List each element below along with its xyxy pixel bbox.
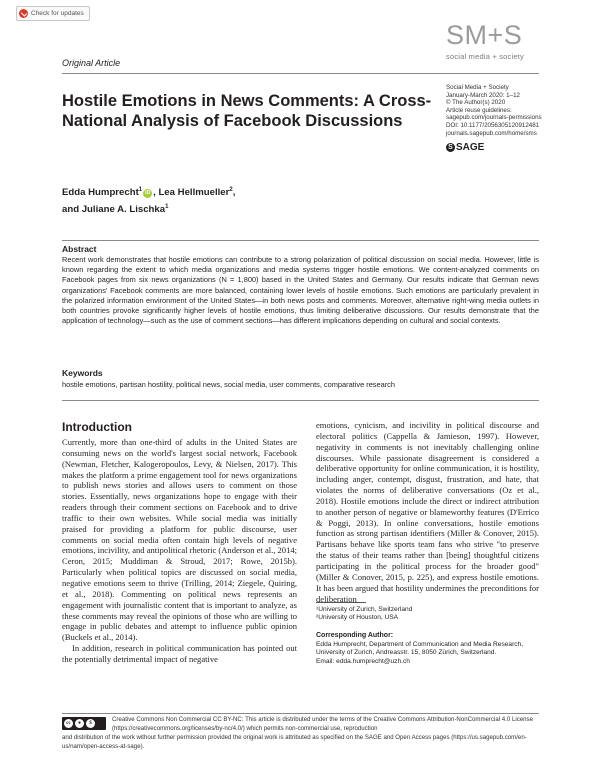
pub-info-line: © The Author(s) 2020 (446, 99, 506, 107)
footer-divider (62, 713, 539, 714)
article-title: Hostile Emotions in News Comments: A Cross-National Analysis of Facebook Discussions (62, 92, 432, 130)
corresponding-author-heading: Corresponding Author: (316, 632, 394, 639)
section-heading: Introduction (62, 420, 132, 434)
creative-commons-icon[interactable] (62, 717, 106, 730)
author-list: Edda Humprecht$^1$iD , Lea Hellmueller$^2$, and Juliane A. Lischka$^1$ (62, 187, 236, 216)
author-name: , Lea Hellmueller (153, 187, 230, 199)
header-divider (62, 73, 539, 74)
affiliation-mark: 2 (229, 187, 233, 193)
publisher-name: SAGE (456, 142, 485, 153)
doi-link[interactable]: DOI: 10.1177/2056305120912481 (446, 121, 540, 129)
corresponding-line: Edda Humprecht, Department of Communication and Media Research, (316, 641, 524, 648)
by-icon: ● (75, 719, 84, 728)
corresponding-line: University of Zurich, Andreasstr. 15, 8050 Zürich, Switzerland. (316, 649, 497, 657)
affiliation-mark: 1 (138, 187, 143, 193)
keywords-heading: Keywords (62, 368, 103, 378)
corresponding-email[interactable]: Email: edda.humprecht@uzh.ch (316, 657, 410, 665)
check-for-updates-label: Check for updates (31, 10, 84, 17)
affiliation: ²University of Houston, USA (316, 614, 399, 622)
body-column-left (62, 437, 297, 665)
affiliations (316, 606, 539, 623)
affiliation-mark: 1 (165, 204, 169, 211)
keywords-divider (62, 400, 539, 401)
license-text-continued: and distribution of the work without further permission provided the original work is attributed as specified on the SAGE and Open Access pages (https://us.sagepub.com/en-us/nam/open-access-at-sage). (62, 734, 527, 750)
journal-logo-subtitle: social media + society (446, 52, 524, 61)
pub-info-line[interactable]: Article reuse guidelines: (446, 106, 512, 114)
author-name: Edda Humprecht (62, 187, 139, 199)
abstract-heading: Abstract (62, 244, 97, 254)
affiliation: ¹University of Zurich, Switzerland (316, 606, 413, 613)
publisher-logo (446, 142, 484, 153)
body-paragraph: Currently, more than one-third of adults in the United States are consuming news on the world's largest social network, Facebook (Newman, Fletcher, Kalogeropoulos, Levy, & Nielsen, 2017). This makes the platform a prime engagement tool for news organizations to publish news stories and allows users to comment on those stories. Essentially, news organizations hope to engage with their readers through their comment sections on Facebook and to drive traffic to their own websites. While social media was initially praised for providing a platform for public discourse, user comments on social media often contain high levels of negative emotions, incivility, and antipolitical rhetoric (Anderson et al., 2014; Ceron, 2015; Muddiman & Stroud, 2017; Rowe, 2015b). Particularly when political topics are discussed on social media, negative emotions seem to thrive (Trilling, 2014; Ziegele, Quiring, et al., 2018). Commenting on political news represents an engagement with journalistic content that is important to analyze, as these comments may reveal the opinions of those who are willing to engage in public debates and attempt to influence public opinion (Buckels et al., 2014). (62, 437, 297, 643)
sage-icon: S (446, 143, 455, 152)
check-icon (19, 9, 28, 18)
check-for-updates-button[interactable] (16, 6, 90, 21)
publication-info (446, 84, 556, 137)
body-paragraph: In addition, research in political communication has pointed out the potentially detrimental impact of negative (62, 643, 297, 664)
pub-info-line: January-March 2020: 1–12 (446, 91, 520, 99)
footnote-divider (316, 602, 366, 603)
journal-logo: SM+S (446, 20, 523, 50)
license-text: Creative Commons Non Commercial CC BY-NC: This article is distributed under the terms of the Creative Commons Attribution-NonCommercial 4.0 License (https://creativecommons.org/licenses/by-nc/4.0/) which permits non-commercial use, reproduction (112, 716, 533, 732)
pub-info-line: Social Media + Society (446, 84, 509, 91)
journal-link[interactable]: journals.sagepub.com/home/sms (446, 129, 537, 137)
keywords-text: hostile emotions, partisan hostility, political news, social media, user comments, comparative research (62, 380, 395, 389)
abstract-divider (62, 240, 539, 241)
author-name: and Juliane A. Lischka (62, 204, 166, 216)
nc-icon: $ (86, 719, 95, 728)
body-column-right (316, 420, 539, 604)
cc-icon: cc (64, 719, 73, 728)
article-type: Original Article (62, 58, 121, 68)
pub-info-line[interactable]: sagepub.com/journals-permissions (446, 114, 542, 122)
orcid-icon[interactable]: iD (145, 190, 151, 197)
body-paragraph: emotions, cynicism, and incivility in political discourse and electoral politics (Cappella & Jamieson, 1997). However, negativity in comments is not inevitably challenging online discourses. While passionate disagreement is considered a deliberative opportunity for online communication, it is hostility, including anger, contempt, disgust, frustration, and hate, that violates the norms of deliberative conversations (Oz et al., 2018). Hostile emotions include the direct or indirect attribution to another person of negative or blameworthy features (D'Errico & Poggi, 2013). In online conversations, hostile emotions function as strong partisan identifiers (Miller & Conover, 2015). Partisans behave like sports team fans who strive "to preserve the status of their teams rather than [being] thoughtful citizens participating in the political process for the broader good" (Miller & Conover, 2015, p. 225), and express hostile emotions. It has been argued that hostility undermines the preconditions for deliberation (316, 420, 539, 604)
corresponding-author-details (316, 641, 539, 666)
abstract-text: Recent work demonstrates that hostile emotions can contribute to a strong polarization of political discussion on social media. However, little is known regarding the extent to which media organizations and media systems trigger hostile emotions. We content-analyzed comments on Facebook pages from six news organizations (N = 1,800) based in the United States and Germany. Our results indicate that German news organizations' Facebook comments are more balanced, containing lower levels of hostile emotions. Such emotions are particularly prevalent in the polarized information environment of the United States—in both news posts and comments. Moreover, alternative right-wing media outlets in both countries provoke significantly higher levels of hostile emotions, thus limiting deliberative discussions. Our results demonstrate that the application of technology—such as the use of comment sections—has different implications depending on cultural and social contexts. (62, 255, 539, 326)
